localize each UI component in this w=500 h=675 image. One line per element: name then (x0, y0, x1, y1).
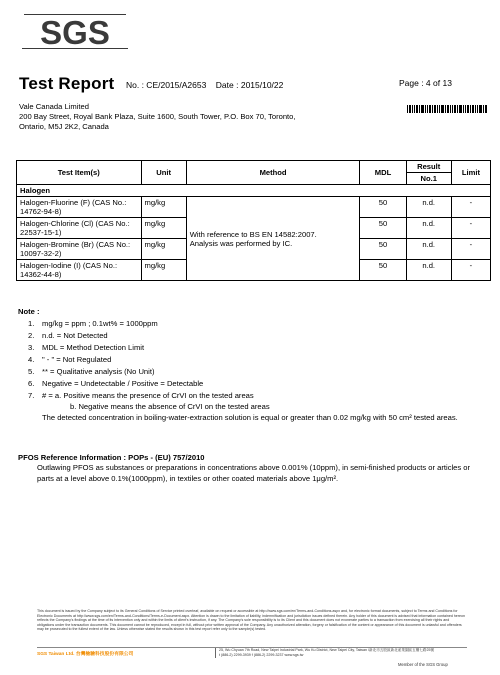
report-number-and-date (126, 80, 283, 90)
note-number: 7. (28, 391, 35, 400)
mdl-cell: 50 (360, 218, 406, 239)
limit-cell: - (451, 197, 490, 218)
barcode-graphic (407, 105, 487, 113)
method-line-2: Analysis was performed by IC. (189, 238, 293, 248)
note-item (18, 318, 488, 330)
item-cell (17, 197, 142, 218)
barcode (407, 100, 487, 108)
note-item (18, 366, 488, 378)
header-unit: Unit (141, 161, 186, 185)
header-result: Result (406, 161, 451, 173)
item-cell (17, 260, 142, 281)
note-text: ** = Qualitative analysis (No Unit) (42, 367, 155, 376)
note-item (18, 390, 488, 402)
note-text: MDL = Method Detection Limit (42, 343, 145, 352)
page-indicator: Page : 4 of 13 (399, 78, 452, 88)
mdl-cell: 50 (360, 197, 406, 218)
note-text: " - " = Not Regulated (42, 355, 112, 364)
limit-cell: - (451, 218, 490, 239)
item-name: Halogen-Iodine (I) (CAS No.: (20, 261, 118, 270)
note-item (18, 342, 488, 354)
sgs-logo-graphic (22, 8, 128, 54)
unit-cell: mg/kg (141, 218, 186, 239)
item-cas: 14362-44-8) (20, 270, 62, 279)
client-address-block (19, 102, 296, 132)
report-number: No. : CE/2015/A2653 (126, 80, 207, 90)
header-result-no1: No.1 (406, 173, 451, 185)
result-cell: n.d. (406, 260, 451, 281)
unit-cell: mg/kg (141, 197, 186, 218)
pfos-text: Outlawing PFOS as substances or preparations in concentrations above 0.001% (10ppm), in semi-finished products or articles or parts at a level above 0.1%(1000ppm), in textiles or other coated materials above 1μg/m². (37, 463, 471, 483)
method-cell (186, 197, 360, 281)
notes-heading: Note : (18, 307, 40, 316)
note-number: 5. (28, 367, 35, 376)
footer-member-text: Member of the SGS Group (398, 662, 448, 667)
note-item (18, 330, 488, 342)
item-cell (17, 239, 142, 260)
limit-cell: - (451, 239, 490, 260)
group-label-halogen: Halogen (17, 185, 491, 197)
note-sub-b: b. Negative means the absence of CrVI on the tested areas (70, 402, 270, 411)
header-test-items: Test Item(s) (17, 161, 142, 185)
footer-address-line-2: t (886-2) 2299-3939 f (886-2) 2299-3237 www.sgs.tw (219, 652, 304, 657)
result-cell: n.d. (406, 197, 451, 218)
report-date: Date : 2015/10/22 (215, 80, 284, 90)
unit-cell: mg/kg (141, 260, 186, 281)
results-table (16, 160, 491, 281)
detected-concentration-note: The detected concentration in boiling-water-extraction solution is equal or greater than 0.02 mg/kg with 50 cm² tested areas. (42, 413, 458, 422)
note-number: 2. (28, 331, 35, 340)
client-address-line-2: Ontario, M5J 2K2, Canada (19, 122, 109, 131)
limit-cell: - (451, 260, 490, 281)
method-line-1: With reference to BS EN 14582:2007. (189, 229, 317, 239)
pfos-heading: PFOS Reference Information : POPs - (EU) 757/2010 (18, 453, 205, 462)
result-cell: n.d. (406, 239, 451, 260)
item-name: Halogen-Chlorine (Cl) (CAS No.: (20, 219, 130, 228)
page-title: Test Report (19, 74, 115, 93)
note-number: 3. (28, 343, 35, 352)
result-cell: n.d. (406, 218, 451, 239)
sgs-logo (22, 8, 128, 54)
note-number: 1. (28, 319, 35, 328)
note-number: 4. (28, 355, 35, 364)
client-address-line-1: 200 Bay Street, Royal Bank Plaza, Suite 1600, South Tower, P.O. Box 70, Toronto, (19, 112, 296, 121)
item-name: Halogen-Fluorine (F) (CAS No.: (20, 198, 127, 207)
note-text: mg/kg = ppm ; 0.1wt% = 1000ppm (42, 319, 158, 328)
notes-section (18, 307, 488, 423)
mdl-cell: 50 (360, 260, 406, 281)
note-item (18, 378, 488, 390)
item-name: Halogen-Bromine (Br) (CAS No.: (20, 240, 131, 249)
header-mdl: MDL (360, 161, 406, 185)
note-text: Negative = Undetectable / Positive = Detectable (42, 379, 204, 388)
logo-text: SGS (40, 14, 110, 51)
header-method: Method (186, 161, 360, 185)
note-item (18, 354, 488, 366)
note-number: 6. (28, 379, 35, 388)
note-text: # = a. Positive means the presence of CrVI on the tested areas (42, 391, 254, 400)
note-text: n.d. = Not Detected (42, 331, 108, 340)
item-cas: 22537-15-1) (20, 228, 62, 237)
item-cell (17, 218, 142, 239)
footer-address (215, 648, 434, 658)
table-header-row (17, 161, 491, 173)
group-row (17, 185, 491, 197)
footer-disclaimer: This document is issued by the Company subject to its General Conditions of Service printed overleaf, available on request or accessible at http://www.sgs.com/en/Terms-and-Conditions.aspx and, for electronic format documents, subject to Terms and Conditions for Electronic Documents at http://www.sgs.com/en/Terms-and-Conditions/Terms-e-Document.aspx. Attention is drawn to the limitation of liability, indemnification and jurisdiction issues defined therein. Any holder of this document is advised that information contained hereon reflects the Company's findings at the time of its intervention only and within the limits of client's instruction, if any. The Company's sole responsibility is to its Client and this document does not exonerate parties to a transaction from exercising all their rights and obligations under the transaction documents. This document cannot be reproduced, except in full, without prior written approval of the Company. Any unauthorized alteration, forgery or falsification of the content or appearance of this document is unlawful and offenders may be prosecuted to the fullest extent of the law. Unless otherwise stated the results shown in this test report refer only to the sample(s) tested. (37, 609, 466, 632)
table-row (17, 197, 491, 218)
unit-cell: mg/kg (141, 239, 186, 260)
footer-address-line-1: 25, Wu Chyuan 7th Road, New Taipei Industrial Park, Wu Ku District, New Taipei City, Taiwan /新北市五股區新北產業園區五權七路25號 (219, 648, 435, 652)
header-limit: Limit (451, 161, 490, 185)
item-cas: 14762-94-8) (20, 207, 62, 216)
client-name: Vale Canada Limited (19, 102, 89, 111)
mdl-cell: 50 (360, 239, 406, 260)
footer-company-name: SGS Taiwan Ltd. 台灣檢驗科技股份有限公司 (37, 652, 134, 657)
item-cas: 10097-32-2) (20, 249, 62, 258)
